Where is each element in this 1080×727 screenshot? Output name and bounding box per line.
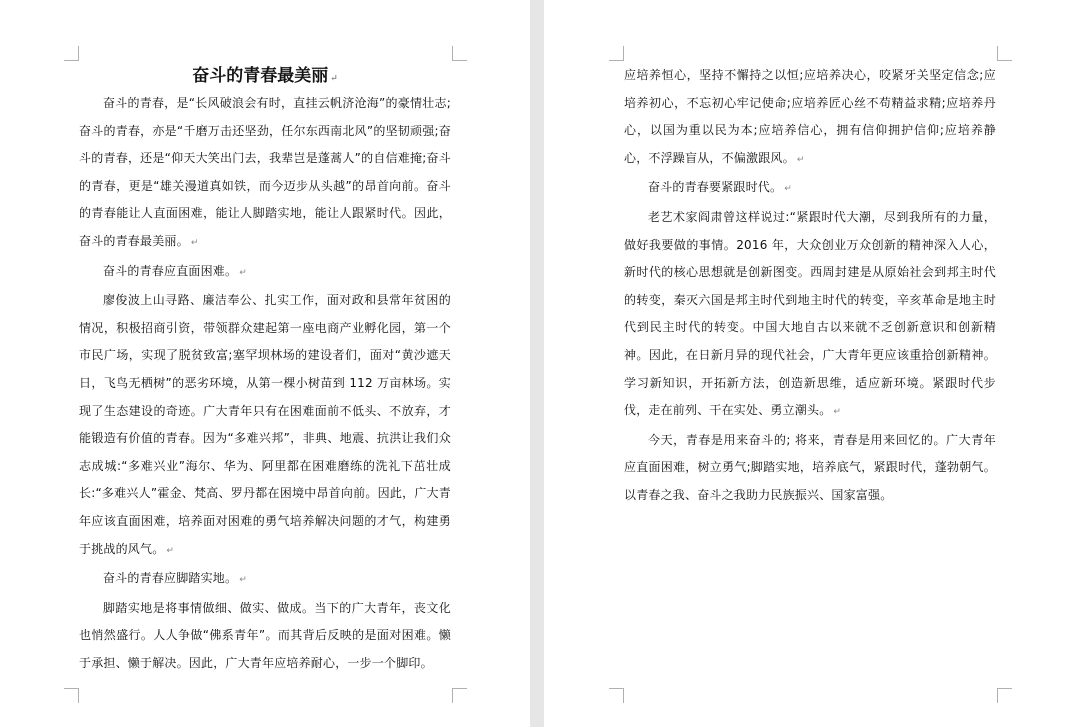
- paragraph-mark-icon: ↵: [239, 267, 247, 278]
- paragraph: 奋斗的青春，是“长风破浪会有时，直挂云帆济沧海”的豪情壮志;奋斗的青春，亦是“千磨万击还坚劲，任尔东西南北风”的坚韧顽强;奋斗的青春，还是“仰天大笑出门去，我辈岂是蓬蒿人”的自信难掩;奋斗的青春，更是“雄关漫道真如铁，而今迈步从头越”的昂首向前。奋斗的青春能让人直面困难，能让人脚踏实地，能让人跟紧时代。因此，奋斗的青春最美丽。 ↵: [79, 96, 451, 248]
- paragraph: 廖俊波上山寻路、廉洁奉公、扎实工作，面对政和县常年贫困的情况，积极招商引资，带领群众建起第一座电商产业孵化园，第一个市民广场，实现了脱贫致富;塞罕坝林场的建设者们，面对“黄沙遮天日，飞鸟无栖树”的恶劣环境，从第一棵小树苗到 112 万亩林场。实现了生态建设的奇迹。广大青年只有在困难面前不低头、不放弃，才能锻造有价值的青春。因为“多难兴邦”，非典、地震、抗洪让我们众志成城:“多难兴业”海尔、华为、阿里都在困难磨练的洗礼下茁壮成长:“多难兴人”霍金、梵高、罗丹都在困境中昂首向前。因此，广大青年应该直面困难，培养面对困难的勇气培养解决问题的才气，构建勇于挑战的风气。 ↵: [79, 293, 451, 556]
- paragraph-mark-icon: ↵: [796, 154, 805, 165]
- page-corner-mark: [64, 46, 79, 61]
- section-heading: 奋斗的青春应直面困难。 ↵: [103, 263, 247, 278]
- title-text: 奋斗的青春最美丽: [192, 66, 329, 86]
- paragraph-mark-icon: ↵: [239, 575, 247, 586]
- section-heading: 奋斗的青春应脚踏实地。 ↵: [103, 571, 247, 586]
- page-corner-mark: [64, 688, 79, 703]
- left-page: [0, 0, 530, 727]
- page-corner-mark: [452, 688, 467, 703]
- paragraph: 脚踏实地是将事情做细、做实、做成。当下的广大青年，丧文化也悄然盛行。人人争做“佛系青年”。而其背后反映的是面对困难。懒于承担、懒于解决。因此，广大青年应培养耐心，一步一个脚印。: [79, 600, 451, 670]
- page-corner-mark: [997, 46, 1012, 61]
- right-page-body[interactable]: [624, 62, 996, 510]
- paragraph-mark-icon: ↵: [166, 545, 175, 556]
- paragraph-mark-icon: ↵: [330, 74, 338, 84]
- page-corner-mark: [452, 46, 467, 61]
- paragraph: 应培养恒心，坚持不懈持之以恒;应培养决心，咬紧牙关坚定信念;应培养初心，不忘初心牢记使命;应培养匠心丝不苟精益求精;应培养丹心，以国为重以民为本;应培养信心，拥有信仰拥护信仰;应培养静心，不浮躁盲从，不偏激跟风。 ↵: [624, 68, 996, 165]
- paragraph-mark-icon: ↵: [784, 184, 792, 195]
- paragraph: 今天，青春是用来奋斗的; 将来，青春是用来回忆的。广大青年应直面困难，树立勇气;脚踏实地，培养底气，紧跟时代，蓬勃朝气。以青春之我、奋斗之我助力民族振兴、国家富强。: [624, 432, 996, 502]
- page-corner-mark: [997, 688, 1012, 703]
- paragraph: 老艺术家阎肃曾这样说过:“紧跟时代大潮，尽到我所有的力量，做好我要做的事情。2016 年，大众创业万众创新的精神深入人心，新时代的核心思想就是创新图变。西周封建是从原始社会到邦主时代的转变，秦灭六国是邦主时代到地主时代的转变，辛亥革命是地主时代到民主时代的转变。中国大地自古以来就不乏创新意识和创新精神。因此，在日新月异的现代社会，广大青年更应该重拾创新精神。学习新知识，开拓新方法，创造新思维，适应新环境。紧跟时代步伐，走在前列、干在实处、勇立潮头。 ↵: [624, 209, 996, 418]
- left-page-body[interactable]: [79, 90, 451, 677]
- document-title[interactable]: [79, 62, 451, 93]
- section-heading: 奋斗的青春要紧跟时代。 ↵: [648, 180, 792, 195]
- right-page: [544, 0, 1080, 727]
- paragraph-mark-icon: ↵: [190, 237, 199, 248]
- page-corner-mark: [609, 688, 624, 703]
- paragraph-mark-icon: ↵: [833, 407, 842, 418]
- page-gutter: [530, 0, 544, 727]
- page-corner-mark: [609, 46, 624, 61]
